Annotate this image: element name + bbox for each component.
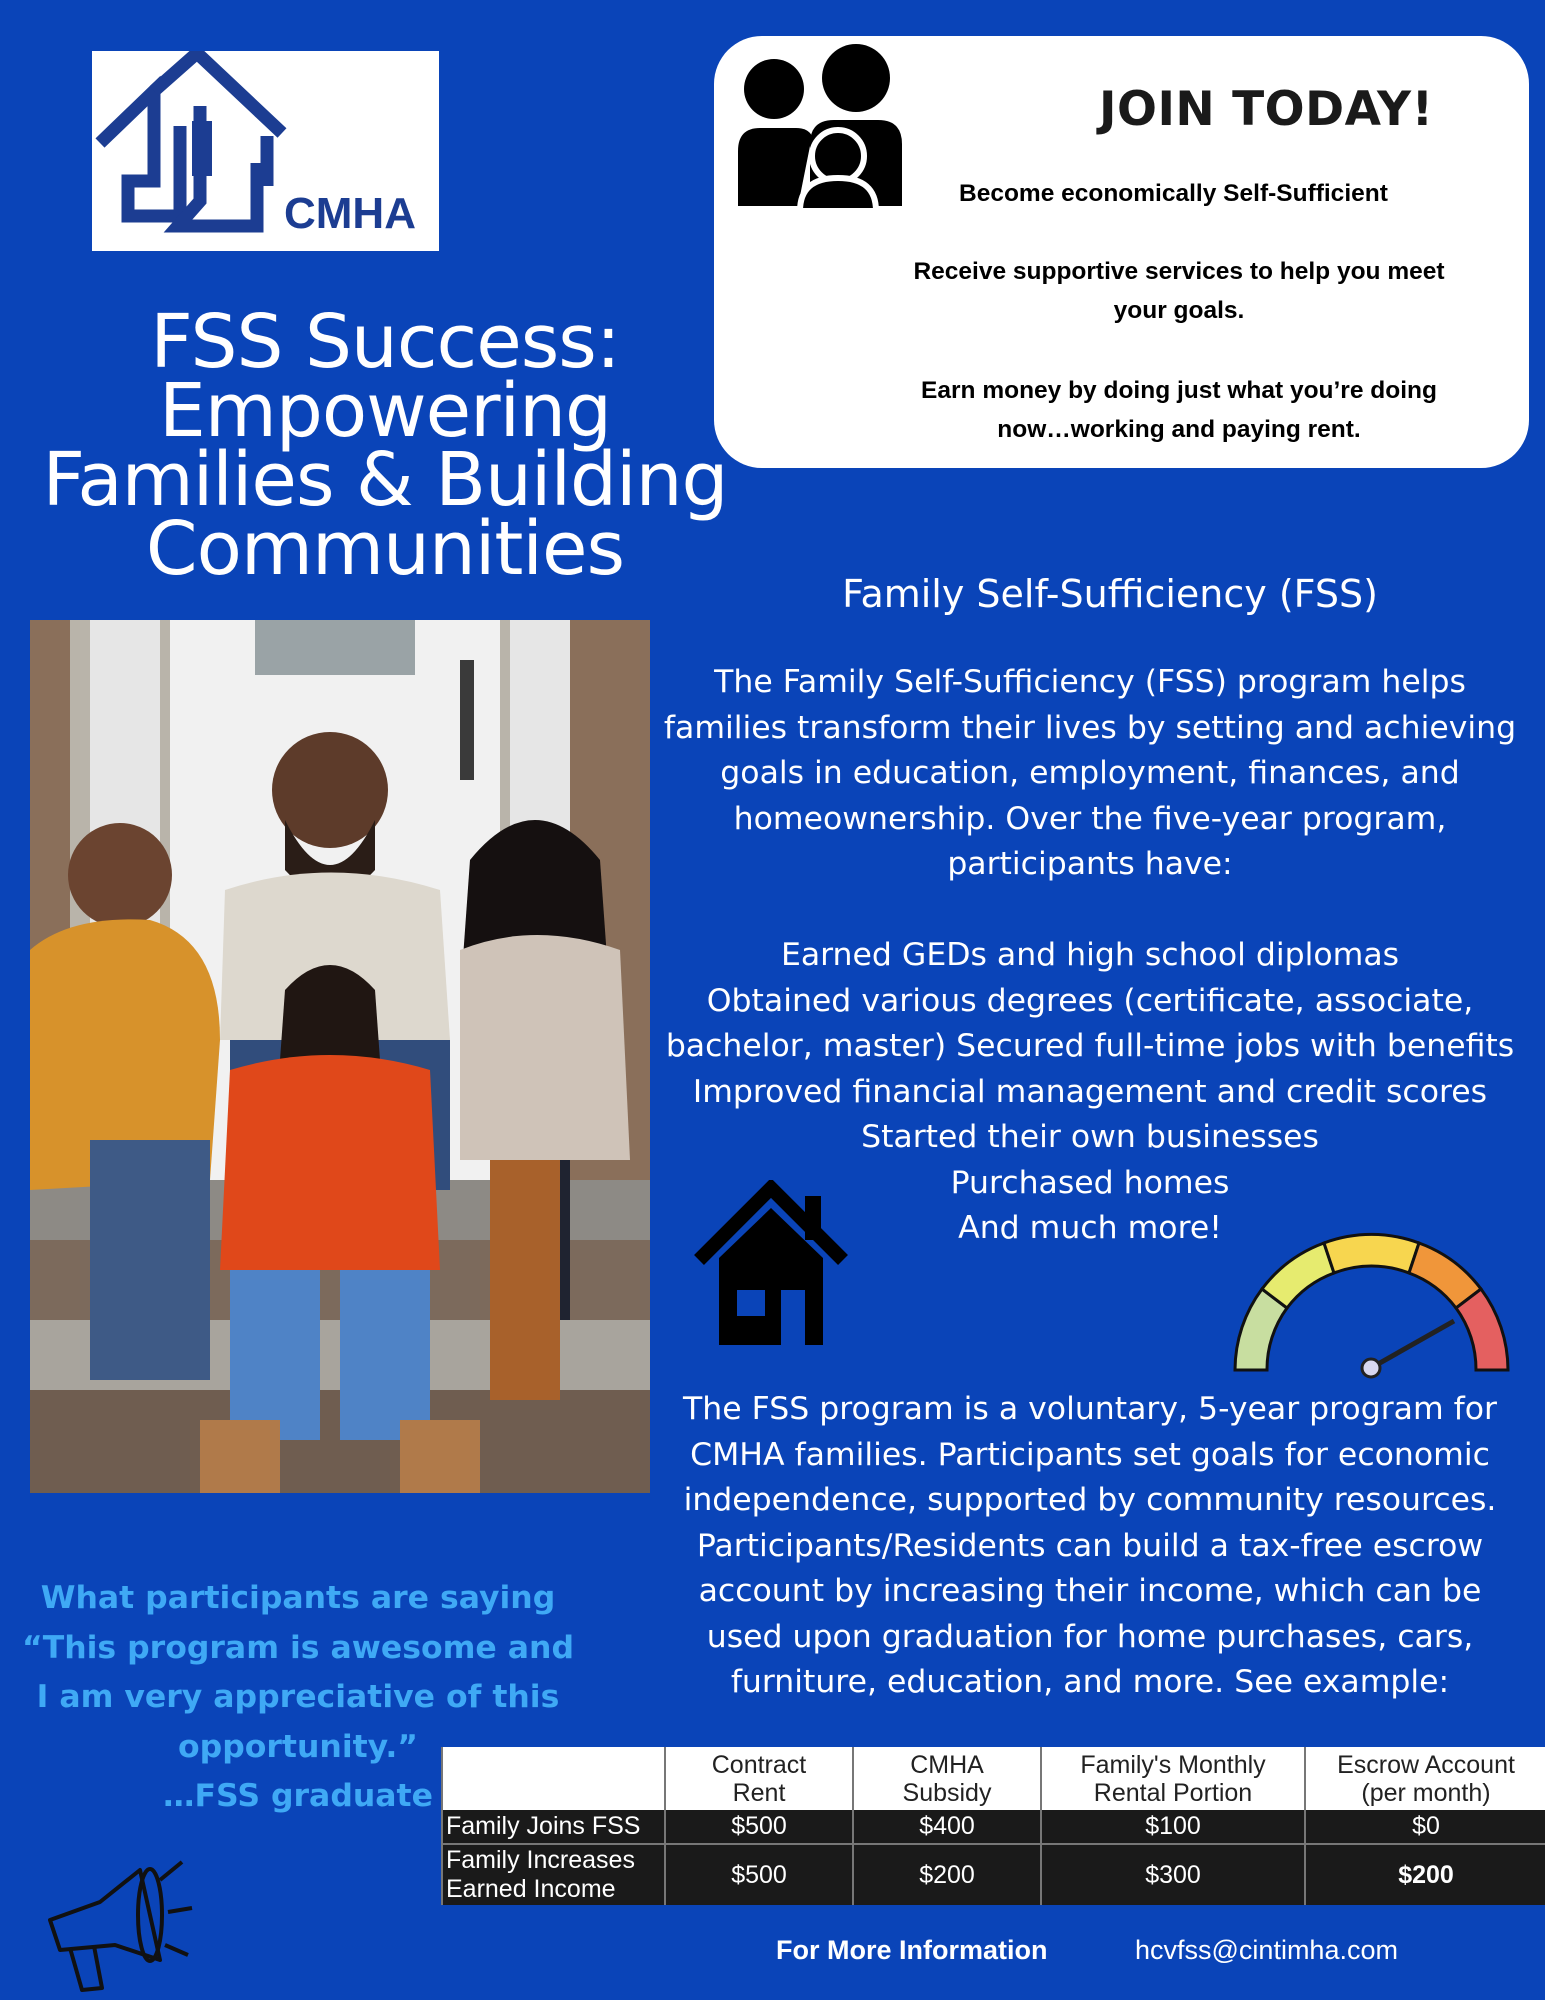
row-label: Family Joins FSS <box>442 1810 665 1844</box>
join-card <box>714 36 1529 468</box>
gauge-icon <box>1229 1225 1514 1385</box>
row-label: Family Increases Earned Income <box>442 1844 665 1905</box>
intro-line: homeownership. Over the five-year program, <box>733 800 1447 837</box>
logo-text: CMHA <box>284 189 416 238</box>
table-row <box>442 1810 1545 1844</box>
intro-line: participants have: <box>947 846 1233 882</box>
join-line-2a: Receive supportive services to help you meet <box>913 258 1445 285</box>
program-line: account by increasing their income, which can be <box>698 1573 1482 1609</box>
list-item: Improved financial management and credit scores <box>692 1073 1488 1110</box>
program-line: The FSS program is a voluntary, 5-year program for <box>683 1391 1497 1427</box>
title-line-4: Communities <box>145 506 625 592</box>
table-cell: $500 <box>665 1844 853 1905</box>
fss-program-description <box>650 1387 1530 1706</box>
program-line: furniture, education, and more. See example: <box>730 1664 1450 1700</box>
table-row <box>442 1844 1545 1905</box>
fss-heading: Family Self-Sufficiency (FSS) <box>842 572 1378 616</box>
list-item: Obtained various degrees (certificate, associate, <box>706 982 1474 1019</box>
table-header-row <box>442 1747 1545 1810</box>
list-item: Earned GEDs and high school diplomas <box>780 937 1400 973</box>
table-cell: $100 <box>1041 1810 1305 1844</box>
table-header-cell: CMHA Subsidy <box>853 1747 1041 1810</box>
cmha-logo <box>92 51 439 251</box>
quote-line: …FSS graduate <box>163 1778 433 1814</box>
table-header-cell <box>442 1747 665 1810</box>
table-header-cell: Contract Rent <box>665 1747 853 1810</box>
table-header-cell: Escrow Account (per month) <box>1305 1747 1545 1810</box>
table-cell: $0 <box>1305 1810 1545 1844</box>
list-item: bachelor, master) Secured full-time jobs with benefits <box>665 1028 1515 1064</box>
intro-line: The Family Self-Sufficiency (FSS) program helps <box>714 664 1466 700</box>
page-title <box>0 299 770 592</box>
program-line: used upon graduation for home purchases, cars, <box>706 1618 1474 1655</box>
table-cell: $300 <box>1041 1844 1305 1905</box>
table-cell: $200 <box>853 1844 1041 1905</box>
footer-label: For More Information <box>776 1935 1048 1965</box>
join-line-3b: now…working and paying rent. <box>997 416 1361 443</box>
quote-line: “This program is awesome and <box>22 1629 574 1666</box>
quote-line: I am very appreciative of this <box>36 1679 560 1715</box>
title-line-1: FSS Success: <box>150 299 620 385</box>
list-item: And much more! <box>958 1210 1222 1246</box>
program-line: Participants/Residents can build a tax-free escrow <box>696 1527 1484 1564</box>
house-icon <box>693 1180 849 1345</box>
intro-line: goals in education, employment, finances, and <box>720 755 1460 791</box>
title-line-2: Empowering <box>159 368 611 454</box>
join-line-3a: Earn money by doing just what you’re doing <box>921 377 1437 404</box>
quote-line: What participants are saying <box>40 1580 556 1616</box>
program-line: independence, supported by community resources. <box>683 1482 1497 1518</box>
list-item: Purchased homes <box>950 1164 1230 1201</box>
intro-line: families transform their lives by setting and achieving <box>663 709 1517 746</box>
table-cell: $200 <box>1305 1844 1545 1905</box>
family-icon <box>738 36 938 211</box>
family-photo-illustration <box>30 620 650 1493</box>
table-cell: $500 <box>665 1810 853 1844</box>
join-line-1: Become economically Self-Sufficient <box>959 180 1388 207</box>
join-title: JOIN TODAY! <box>1099 82 1434 137</box>
family-photo <box>30 620 650 1493</box>
table-cell: $400 <box>853 1810 1041 1844</box>
contact-email-link[interactable]: hcvfss@cintimha.com <box>1135 1935 1398 1965</box>
escrow-example-table <box>441 1747 1545 1905</box>
megaphone-icon <box>20 1840 200 2000</box>
fss-intro <box>650 660 1530 888</box>
program-line: CMHA families. Participants set goals for economic <box>690 1436 1490 1473</box>
title-line-3: Families & Building <box>42 437 728 523</box>
quote-line: opportunity.” <box>178 1728 418 1765</box>
list-item: Started their own businesses <box>861 1119 1319 1155</box>
table-header-cell: Family's Monthly Rental Portion <box>1041 1747 1305 1810</box>
join-line-2b: your goals. <box>1113 297 1245 324</box>
